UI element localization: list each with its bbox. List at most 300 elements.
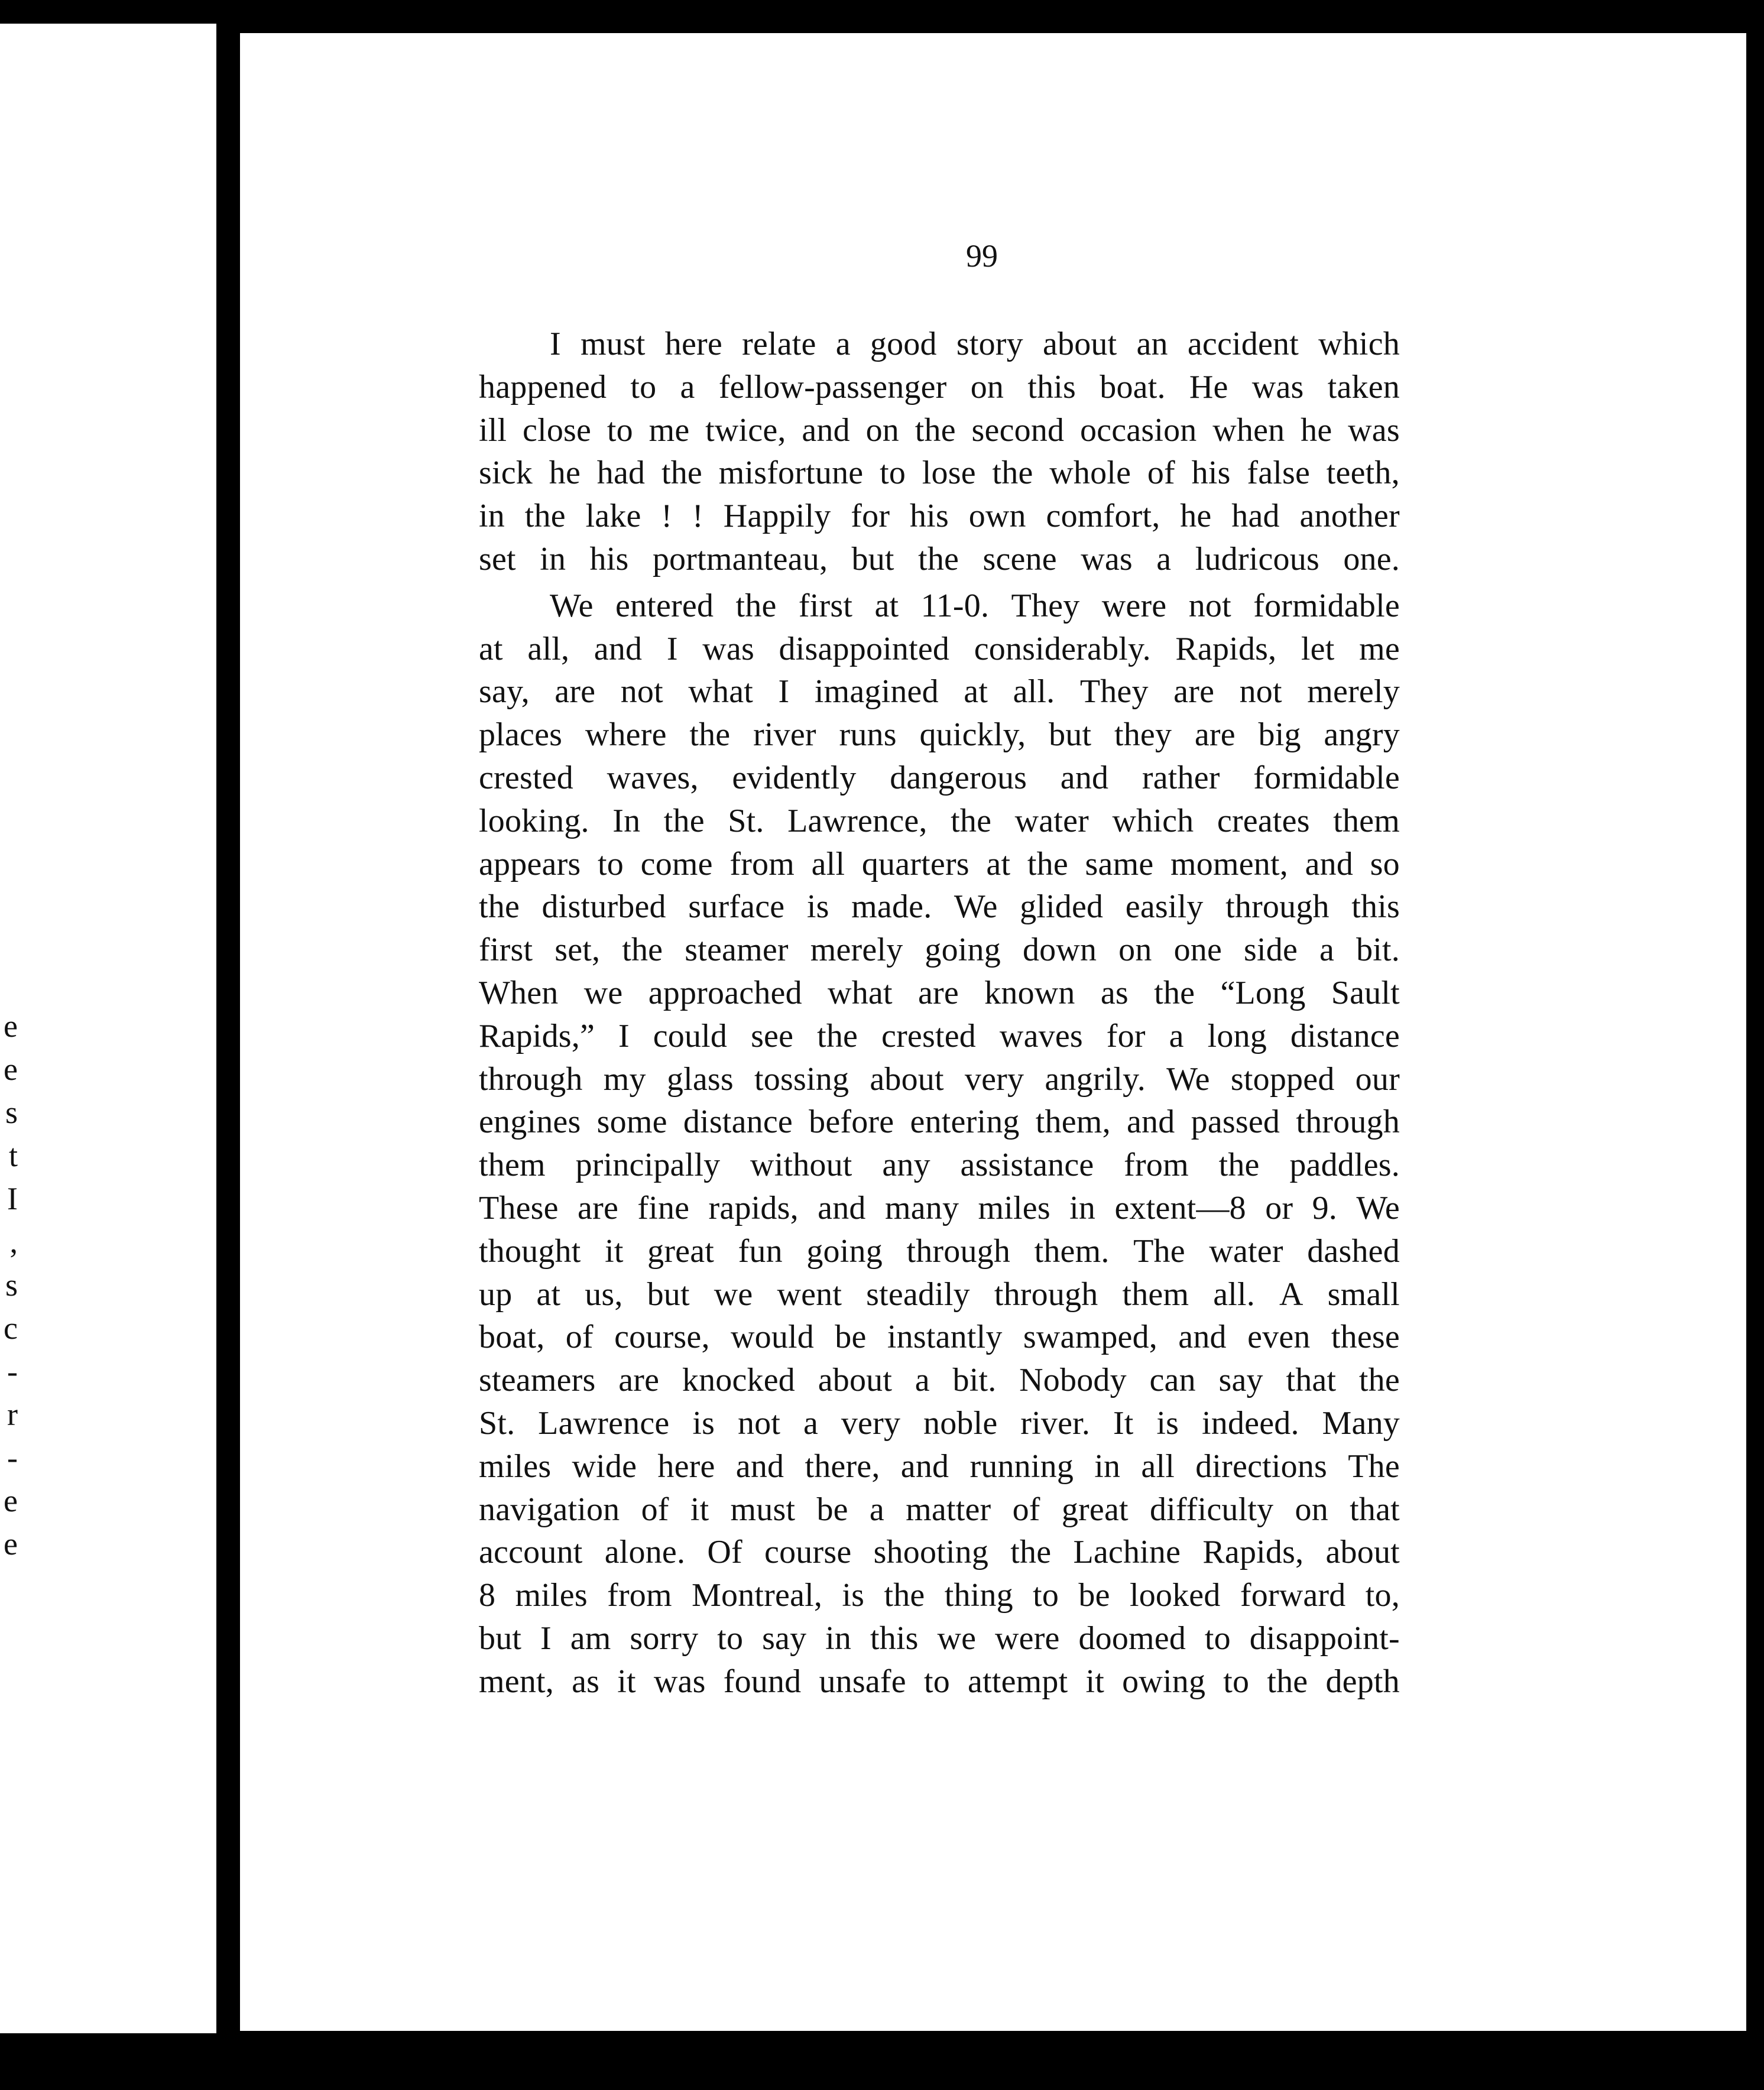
word: see xyxy=(751,1017,794,1054)
word: miles xyxy=(479,1448,552,1485)
word: at xyxy=(874,587,899,624)
word: first xyxy=(479,932,533,969)
bleed-letter: - xyxy=(7,1354,18,1389)
text-line xyxy=(479,1660,1400,1703)
text-line xyxy=(479,1230,1400,1273)
word: the xyxy=(1358,1362,1400,1399)
word: imagined xyxy=(814,673,939,710)
word: one xyxy=(1173,932,1223,969)
word: attempt xyxy=(968,1663,1068,1700)
word: Rapids, xyxy=(1202,1534,1304,1571)
word: merely xyxy=(1307,673,1400,710)
word: moment, xyxy=(1170,845,1288,882)
word: steamer xyxy=(685,932,789,969)
text-line xyxy=(479,1058,1400,1101)
word: there, xyxy=(805,1448,880,1485)
word: They xyxy=(1079,673,1149,710)
word: any xyxy=(882,1147,930,1184)
word: are xyxy=(1173,673,1215,710)
word: went xyxy=(777,1276,842,1313)
word: through xyxy=(906,1232,1011,1270)
word: all. xyxy=(1213,1276,1255,1313)
word: depth xyxy=(1325,1663,1400,1700)
word: had xyxy=(596,455,646,492)
word: ! xyxy=(692,498,703,535)
word: say xyxy=(1218,1362,1263,1399)
word: the xyxy=(735,587,777,624)
word: river. xyxy=(1020,1404,1091,1442)
word: to xyxy=(598,845,624,882)
word: what xyxy=(828,974,893,1011)
word: the xyxy=(661,455,702,492)
word: is xyxy=(842,1577,865,1614)
text-line xyxy=(479,495,1400,538)
word: principally xyxy=(575,1147,721,1184)
word: ill xyxy=(479,411,507,449)
word: teeth, xyxy=(1326,455,1400,492)
facing-page-bleed-text xyxy=(0,1005,22,1566)
word: waves xyxy=(999,1017,1083,1054)
text-line xyxy=(479,1273,1400,1316)
word: at xyxy=(986,845,1011,882)
word: I xyxy=(618,1017,630,1054)
text-line xyxy=(479,585,1400,628)
word: about xyxy=(1042,326,1117,362)
text-line xyxy=(479,885,1400,929)
word: rapids, xyxy=(708,1189,799,1226)
word: river xyxy=(753,716,816,754)
word: to xyxy=(1223,1663,1250,1700)
word: all, xyxy=(527,630,570,667)
word: Lawrence, xyxy=(787,802,928,839)
word: we xyxy=(937,1620,977,1657)
word: glided xyxy=(1020,888,1104,926)
word: not xyxy=(620,673,663,710)
word: looking. xyxy=(479,802,589,839)
page-number: 99 xyxy=(966,238,998,274)
word: to xyxy=(1204,1620,1231,1657)
word: the xyxy=(524,498,566,535)
word: known xyxy=(984,974,1075,1011)
word: about xyxy=(818,1362,893,1399)
word: of xyxy=(1012,1491,1040,1528)
word: but xyxy=(851,540,894,577)
word: many xyxy=(884,1189,959,1226)
text-line xyxy=(479,1617,1400,1660)
word: am xyxy=(570,1620,611,1657)
word: knocked xyxy=(682,1362,795,1399)
word: same xyxy=(1085,845,1154,882)
word: running xyxy=(969,1448,1074,1485)
word: entered xyxy=(615,587,714,624)
word: in xyxy=(540,540,566,577)
word: be xyxy=(1078,1577,1110,1614)
word: on xyxy=(865,411,899,449)
word: going xyxy=(806,1232,883,1270)
word: as xyxy=(572,1663,600,1700)
word: disappointed xyxy=(779,630,950,667)
word: Rapids,” xyxy=(479,1017,595,1054)
word: the xyxy=(1027,845,1068,882)
word: up xyxy=(479,1276,513,1313)
word: unsafe xyxy=(819,1663,906,1700)
word: engines xyxy=(479,1104,581,1141)
word: 11-0. xyxy=(920,587,990,624)
word: these xyxy=(1331,1319,1400,1356)
word: distance xyxy=(683,1104,793,1141)
word: fine xyxy=(637,1189,690,1226)
word: and xyxy=(1126,1104,1175,1141)
word: are xyxy=(917,974,959,1011)
word: assistance xyxy=(960,1147,1094,1184)
word: alone. xyxy=(604,1534,686,1571)
book-gutter xyxy=(216,24,240,2039)
word: looked xyxy=(1129,1577,1221,1614)
word: this xyxy=(1027,368,1076,405)
word: distance xyxy=(1290,1017,1400,1054)
word: evidently xyxy=(732,759,857,796)
word: from xyxy=(729,845,795,882)
word: so xyxy=(1370,845,1400,882)
word: approached xyxy=(648,974,802,1011)
word: of xyxy=(1147,455,1175,492)
word: navigation xyxy=(479,1491,620,1528)
word: great xyxy=(1061,1491,1129,1528)
word: wide xyxy=(572,1448,637,1485)
word: and xyxy=(802,411,850,449)
bleed-letter: e xyxy=(4,1052,18,1087)
word: not xyxy=(1239,673,1282,710)
word: about xyxy=(870,1060,944,1098)
word: and xyxy=(735,1448,784,1485)
text-line xyxy=(479,538,1400,581)
word: big xyxy=(1258,716,1301,754)
word: The xyxy=(1133,1232,1185,1270)
word: crested xyxy=(479,759,573,796)
word: the xyxy=(884,1577,925,1614)
word: Rapids, xyxy=(1175,630,1277,667)
word: is xyxy=(806,888,829,926)
text-line xyxy=(479,843,1400,886)
word: going xyxy=(925,932,1001,969)
word: a xyxy=(803,1404,819,1442)
bleed-letter: I xyxy=(7,1181,18,1216)
word: them, xyxy=(1035,1104,1111,1141)
text-line xyxy=(479,1316,1400,1359)
word: miles xyxy=(978,1189,1050,1226)
word: forward xyxy=(1240,1577,1346,1614)
word: doomed xyxy=(1078,1620,1186,1657)
word: the xyxy=(663,802,705,839)
text-line xyxy=(479,452,1400,495)
word: the xyxy=(1154,974,1195,1011)
word: from xyxy=(1124,1147,1189,1184)
word: through xyxy=(1225,888,1330,926)
word: the xyxy=(817,1017,858,1054)
word: rather xyxy=(1142,759,1220,796)
word: small xyxy=(1327,1276,1400,1313)
word: to xyxy=(717,1620,744,1657)
bleed-letter: e xyxy=(4,1526,18,1562)
bleed-letter: s xyxy=(5,1267,18,1303)
word: without xyxy=(750,1147,852,1184)
word: a xyxy=(869,1491,884,1528)
word: formidable xyxy=(1253,759,1400,796)
word: to xyxy=(923,1663,950,1700)
word: were xyxy=(995,1620,1060,1657)
word: When xyxy=(479,974,559,1011)
word: and xyxy=(1178,1319,1227,1356)
word: directions xyxy=(1195,1448,1328,1485)
word: the xyxy=(622,932,663,969)
word: we xyxy=(583,974,623,1011)
word: It xyxy=(1113,1404,1134,1442)
word: bit. xyxy=(952,1362,997,1399)
word: to xyxy=(630,368,657,405)
word: was xyxy=(1081,540,1133,577)
word: they xyxy=(1114,716,1172,754)
word: not xyxy=(737,1404,781,1442)
word: is xyxy=(1156,1404,1179,1442)
word: I xyxy=(778,673,790,710)
word: I xyxy=(540,1620,552,1657)
word: scene xyxy=(982,540,1057,577)
word: happened xyxy=(479,368,607,405)
word: set, xyxy=(555,932,601,969)
word: places xyxy=(479,716,563,754)
word: it xyxy=(617,1663,636,1700)
word: was xyxy=(1348,411,1400,449)
word: which xyxy=(1318,326,1400,362)
word: it xyxy=(690,1491,709,1528)
word: relate xyxy=(742,326,816,362)
word: comfort, xyxy=(1046,498,1160,535)
text-line xyxy=(479,670,1400,713)
word: was xyxy=(653,1663,706,1700)
word: formidable xyxy=(1253,587,1400,624)
word: owing xyxy=(1122,1663,1206,1700)
word: waves, xyxy=(607,759,699,796)
word: at xyxy=(479,630,503,667)
word: twice, xyxy=(705,411,786,449)
bleed-letter: e xyxy=(4,1008,18,1044)
bleed-letter: e xyxy=(4,1483,18,1518)
word: the xyxy=(1218,1147,1260,1184)
word: of xyxy=(641,1491,669,1528)
word: They xyxy=(1011,587,1080,624)
word: the xyxy=(915,411,956,449)
bleed-letter: c xyxy=(4,1310,18,1346)
word: easily xyxy=(1125,888,1204,926)
word: another xyxy=(1299,498,1400,535)
word: we xyxy=(714,1276,753,1313)
bleed-letter: r xyxy=(7,1397,18,1432)
word: thing xyxy=(944,1577,1013,1614)
word: merely xyxy=(810,932,903,969)
word: water xyxy=(1209,1232,1283,1270)
word: difficulty xyxy=(1149,1491,1274,1528)
word: made. xyxy=(851,888,932,926)
word: found xyxy=(723,1663,802,1700)
word: that xyxy=(1350,1491,1400,1528)
word: quickly, xyxy=(919,716,1026,754)
word: it xyxy=(1085,1663,1105,1700)
word: must xyxy=(730,1491,796,1528)
word: lake xyxy=(585,498,641,535)
word: through xyxy=(994,1276,1098,1313)
word: lose xyxy=(922,455,976,492)
word: to xyxy=(1033,1577,1059,1614)
word: the xyxy=(1010,1534,1052,1571)
word: Lachine xyxy=(1073,1534,1181,1571)
word: be xyxy=(816,1491,848,1528)
text-line xyxy=(479,1101,1400,1144)
scan-border-bottom xyxy=(0,2033,1764,2090)
word: St. xyxy=(479,1404,515,1442)
bleed-letter: s xyxy=(5,1095,18,1130)
word: would xyxy=(730,1319,814,1356)
word: are xyxy=(578,1189,619,1226)
word: when xyxy=(1212,411,1285,449)
word: We xyxy=(954,888,998,926)
word: it xyxy=(605,1232,624,1270)
word: are xyxy=(555,673,596,710)
word: and xyxy=(818,1189,866,1226)
word: what xyxy=(688,673,754,710)
word: angry xyxy=(1324,716,1400,754)
word: Of xyxy=(707,1534,742,1571)
word: and xyxy=(900,1448,949,1485)
word: not xyxy=(1188,587,1231,624)
word: us, xyxy=(585,1276,623,1313)
word: We xyxy=(1166,1060,1210,1098)
word: taken xyxy=(1327,368,1400,405)
word: He xyxy=(1189,368,1228,405)
word: indeed. xyxy=(1202,1404,1299,1442)
word: his xyxy=(589,540,629,577)
word: 9. xyxy=(1312,1189,1337,1226)
word: in xyxy=(479,498,505,535)
word: some xyxy=(596,1104,667,1141)
word: boat. xyxy=(1100,368,1166,405)
word: in xyxy=(1094,1448,1121,1485)
word: ! xyxy=(661,498,673,535)
word: 8 xyxy=(479,1577,496,1614)
word: passed xyxy=(1191,1104,1280,1141)
word: extent—8 xyxy=(1114,1189,1246,1226)
word: was xyxy=(1251,368,1304,405)
word: appears xyxy=(479,845,581,882)
word: long xyxy=(1207,1017,1267,1054)
word: a xyxy=(1319,932,1335,969)
text-line xyxy=(479,1445,1400,1488)
word: down xyxy=(1022,932,1097,969)
word: the xyxy=(992,455,1033,492)
word: quarters xyxy=(861,845,969,882)
word: to xyxy=(880,455,906,492)
text-line xyxy=(479,757,1400,800)
word: he xyxy=(1180,498,1212,535)
word: could xyxy=(653,1017,728,1054)
word: first xyxy=(798,587,853,624)
book-page xyxy=(240,33,1746,2031)
word: swamped, xyxy=(1023,1319,1157,1356)
word: for xyxy=(1106,1017,1146,1054)
word: bit. xyxy=(1356,932,1400,969)
word: course xyxy=(764,1534,852,1571)
word: from xyxy=(607,1577,672,1614)
word: his xyxy=(1191,455,1231,492)
word: instantly xyxy=(887,1319,1003,1356)
word: second xyxy=(971,411,1065,449)
word: the xyxy=(918,540,959,577)
word: story xyxy=(956,326,1023,362)
word: accident xyxy=(1187,326,1299,362)
word: entering xyxy=(910,1104,1020,1141)
word: on xyxy=(970,368,1004,405)
word: but xyxy=(647,1276,690,1313)
text-line xyxy=(479,628,1400,671)
text-line xyxy=(479,1402,1400,1445)
word: on xyxy=(1295,1491,1328,1528)
word: a xyxy=(1169,1017,1184,1054)
word: a xyxy=(1156,540,1172,577)
word: ludricous xyxy=(1195,540,1319,577)
word: the xyxy=(689,716,731,754)
bleed-letter: t xyxy=(8,1138,18,1173)
word: Nobody xyxy=(1019,1362,1127,1399)
word: close xyxy=(523,411,592,449)
text-line xyxy=(479,1144,1400,1187)
word: this xyxy=(870,1620,919,1657)
word: even xyxy=(1247,1319,1311,1356)
text-line xyxy=(479,929,1400,972)
word: one. xyxy=(1343,540,1400,577)
word: for xyxy=(851,498,890,535)
word: fellow-passenger xyxy=(718,368,947,405)
word: thought xyxy=(479,1232,581,1270)
facing-page xyxy=(0,24,216,2033)
word: here xyxy=(657,1448,715,1485)
word: great xyxy=(647,1232,715,1270)
word: glass xyxy=(666,1060,734,1098)
word: I xyxy=(666,630,678,667)
text-line xyxy=(479,1488,1400,1531)
scan-border-right xyxy=(1746,33,1764,2043)
text-line xyxy=(479,409,1400,452)
word: he xyxy=(549,455,581,492)
text-line xyxy=(479,1359,1400,1402)
word: say xyxy=(762,1620,807,1657)
word: a xyxy=(835,326,851,362)
word: I xyxy=(550,326,561,362)
word: and xyxy=(594,630,643,667)
word: a xyxy=(915,1362,930,1399)
word: were xyxy=(1101,587,1167,624)
word: crested xyxy=(881,1017,976,1054)
word: good xyxy=(870,326,937,362)
word: We xyxy=(1356,1189,1400,1226)
word: them. xyxy=(1034,1232,1110,1270)
word: are xyxy=(618,1362,660,1399)
word: steadily xyxy=(866,1276,970,1313)
word: St. xyxy=(728,802,764,839)
word: and xyxy=(1305,845,1354,882)
text-line xyxy=(479,713,1400,757)
word: surface xyxy=(688,888,785,926)
word: and xyxy=(1060,759,1109,796)
word: all. xyxy=(1013,673,1055,710)
